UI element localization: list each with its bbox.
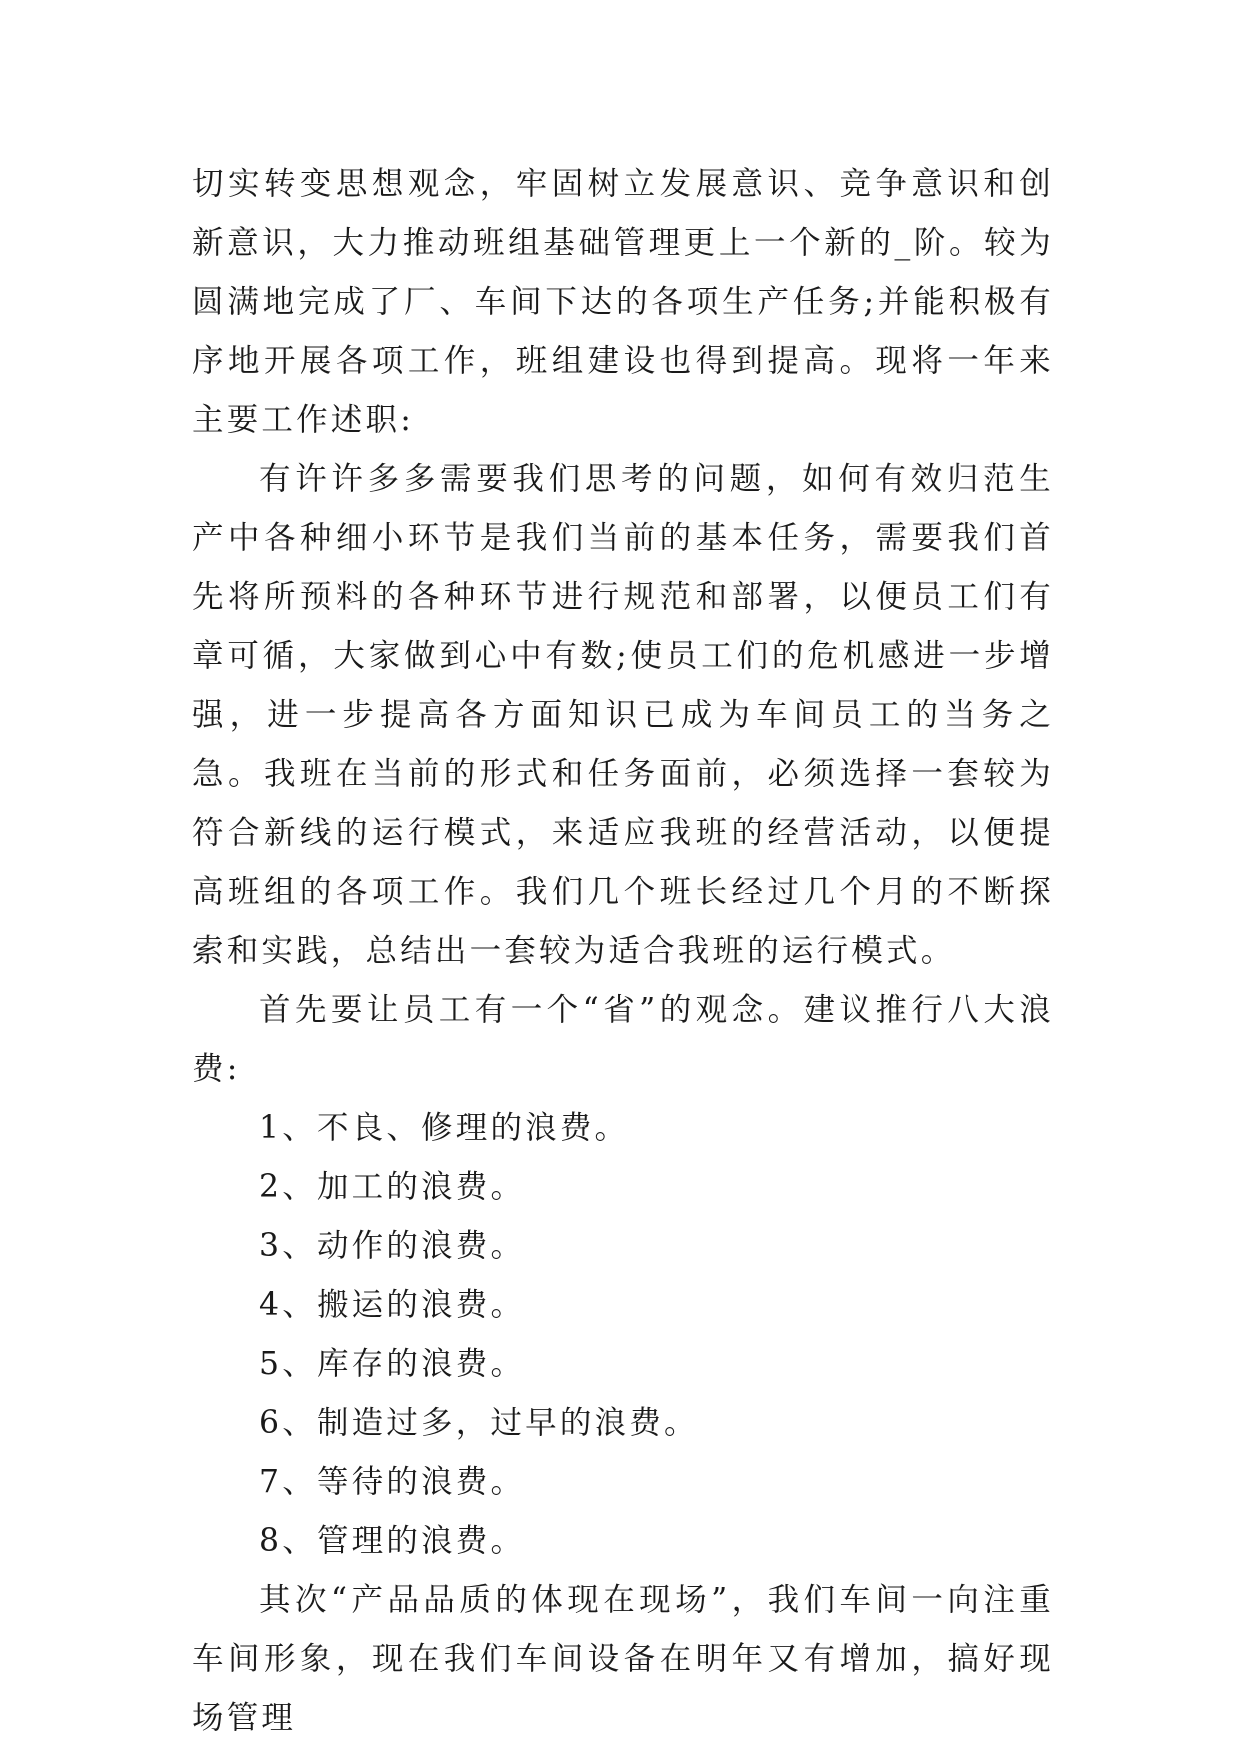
list-item: 1、不良、修理的浪费。 [259, 1110, 630, 1146]
list-item: 8、管理的浪费。 [259, 1523, 526, 1559]
list-item: 2、加工的浪费。 [259, 1169, 526, 1205]
document-body [192, 155, 1054, 1748]
list-item: 6、制造过多，过早的浪费。 [259, 1405, 699, 1441]
list-item: 3、动作的浪费。 [259, 1228, 526, 1264]
waste-list [192, 1099, 1054, 1571]
paragraph-quality: 其次“产品品质的体现在现场”，我们车间一向注重车间形象，现在我们车间设备在明年又有增加，搞好现场管理 [192, 1582, 1054, 1736]
paragraph-problems: 有许许多多需要我们思考的问题，如何有效归范生产中各种细小环节是我们当前的基本任务，需要我们首先将所预料的各种环节进行规范和部署，以便员工们有章可循，大家做到心中有数;使员工们的危机感进一步增强，进一步提高各方面知识已成为车间员工的当务之急。我班在当前的形式和任务面前，必须选择一套较为符合新线的运行模式，来适应我班的经营活动，以便提高班组的各项工作。我们几个班长经过几个月的不断探索和实践，总结出一套较为适合我班的运行模式。 [192, 461, 1054, 969]
paragraph-intro: 切实转变思想观念，牢固树立发展意识、竞争意识和创新意识，大力推动班组基础管理更上一个新的_阶。较为圆满地完成了厂、车间下达的各项生产任务;并能积极有序地开展各项工作，班组建设也得到提高。现将一年来主要工作述职: [192, 166, 1054, 438]
list-item: 7、等待的浪费。 [259, 1464, 526, 1500]
paragraph-waste-intro: 首先要让员工有一个“省”的观念。建议推行八大浪费: [192, 992, 1054, 1087]
list-item: 5、库存的浪费。 [259, 1346, 526, 1382]
list-item: 4、搬运的浪费。 [259, 1287, 526, 1323]
